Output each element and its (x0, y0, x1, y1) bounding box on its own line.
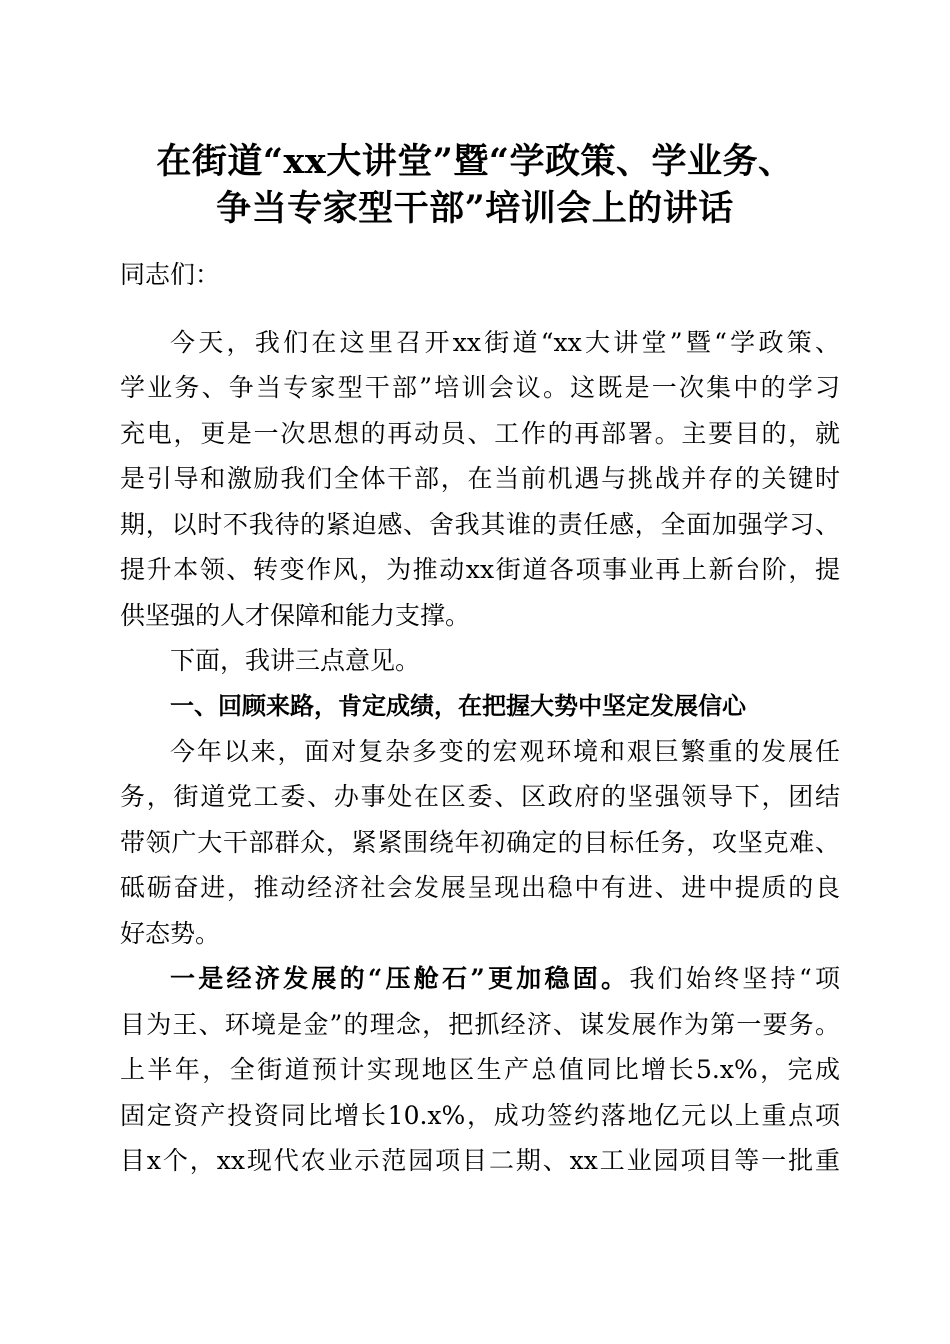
paragraph-1-line: 学业务、争当专家型干部”培训会议。这既是一次集中的学习 (120, 373, 840, 402)
paragraph-3-line: 今年以来，面对复杂多变的宏观环境和艰巨繁重的发展任 (170, 737, 840, 766)
paragraph-3-line: 好态势。 (120, 919, 221, 948)
paragraph-3-line: 带领广大干部群众，紧紧围绕年初确定的目标任务，攻坚克难、 (120, 828, 840, 857)
paragraph-3-line: 务，街道党工委、办事处在区委、区政府的坚强领导下，团结 (120, 782, 840, 811)
paragraph-2: 下面，我讲三点意见。 (170, 646, 421, 675)
paragraph-4-line: 固定资产投资同比增长10.x%，成功签约落地亿元以上重点项 (120, 1101, 840, 1130)
paragraph-1-line: 提升本领、转变作风，为推动xx街道各项事业再上新台阶，提 (120, 555, 840, 584)
document-title-line-1: 在街道“xx大讲堂”暨“学政策、学业务、 (156, 141, 794, 182)
paragraph-1-line: 是引导和激励我们全体干部，在当前机遇与挑战并存的关键时 (120, 464, 840, 493)
salutation: 同志们： (120, 260, 221, 289)
paragraph-3-line: 砥砺奋进，推动经济社会发展呈现出稳中有进、进中提质的良 (120, 873, 840, 902)
paragraph-4-lead: 一是经济发展的“压舱石”更加稳固。 (170, 964, 630, 993)
paragraph-1-line: 充电，更是一次思想的再动员、工作的再部署。主要目的，就 (120, 419, 840, 448)
paragraph-4-first-line (170, 961, 840, 997)
paragraph-4-first-rest: 我们始终坚持“项 (629, 964, 840, 993)
paragraph-1-line: 期，以时不我待的紧迫感、舍我其谁的责任感，全面加强学习、 (120, 510, 840, 539)
paragraph-4-line: 上半年，全街道预计实现地区生产总值同比增长5.x%，完成 (120, 1055, 840, 1084)
paragraph-4-line: 目为王、环境是金”的理念，把抓经济、谋发展作为第一要务。 (120, 1010, 840, 1039)
section-1-heading: 一、回顾来路，肯定成绩，在把握大势中坚定发展信心 (170, 692, 746, 720)
document-title-line-2: 争当专家型干部”培训会上的讲话 (216, 188, 734, 229)
paragraph-1-line: 今天，我们在这里召开xx街道“xx大讲堂”暨“学政策、 (170, 328, 840, 357)
paragraph-4-line: 目x个，xx现代农业示范园项目二期、xx工业园项目等一批重 (120, 1146, 840, 1175)
paragraph-1-line: 供坚强的人才保障和能力支撑。 (120, 601, 471, 630)
